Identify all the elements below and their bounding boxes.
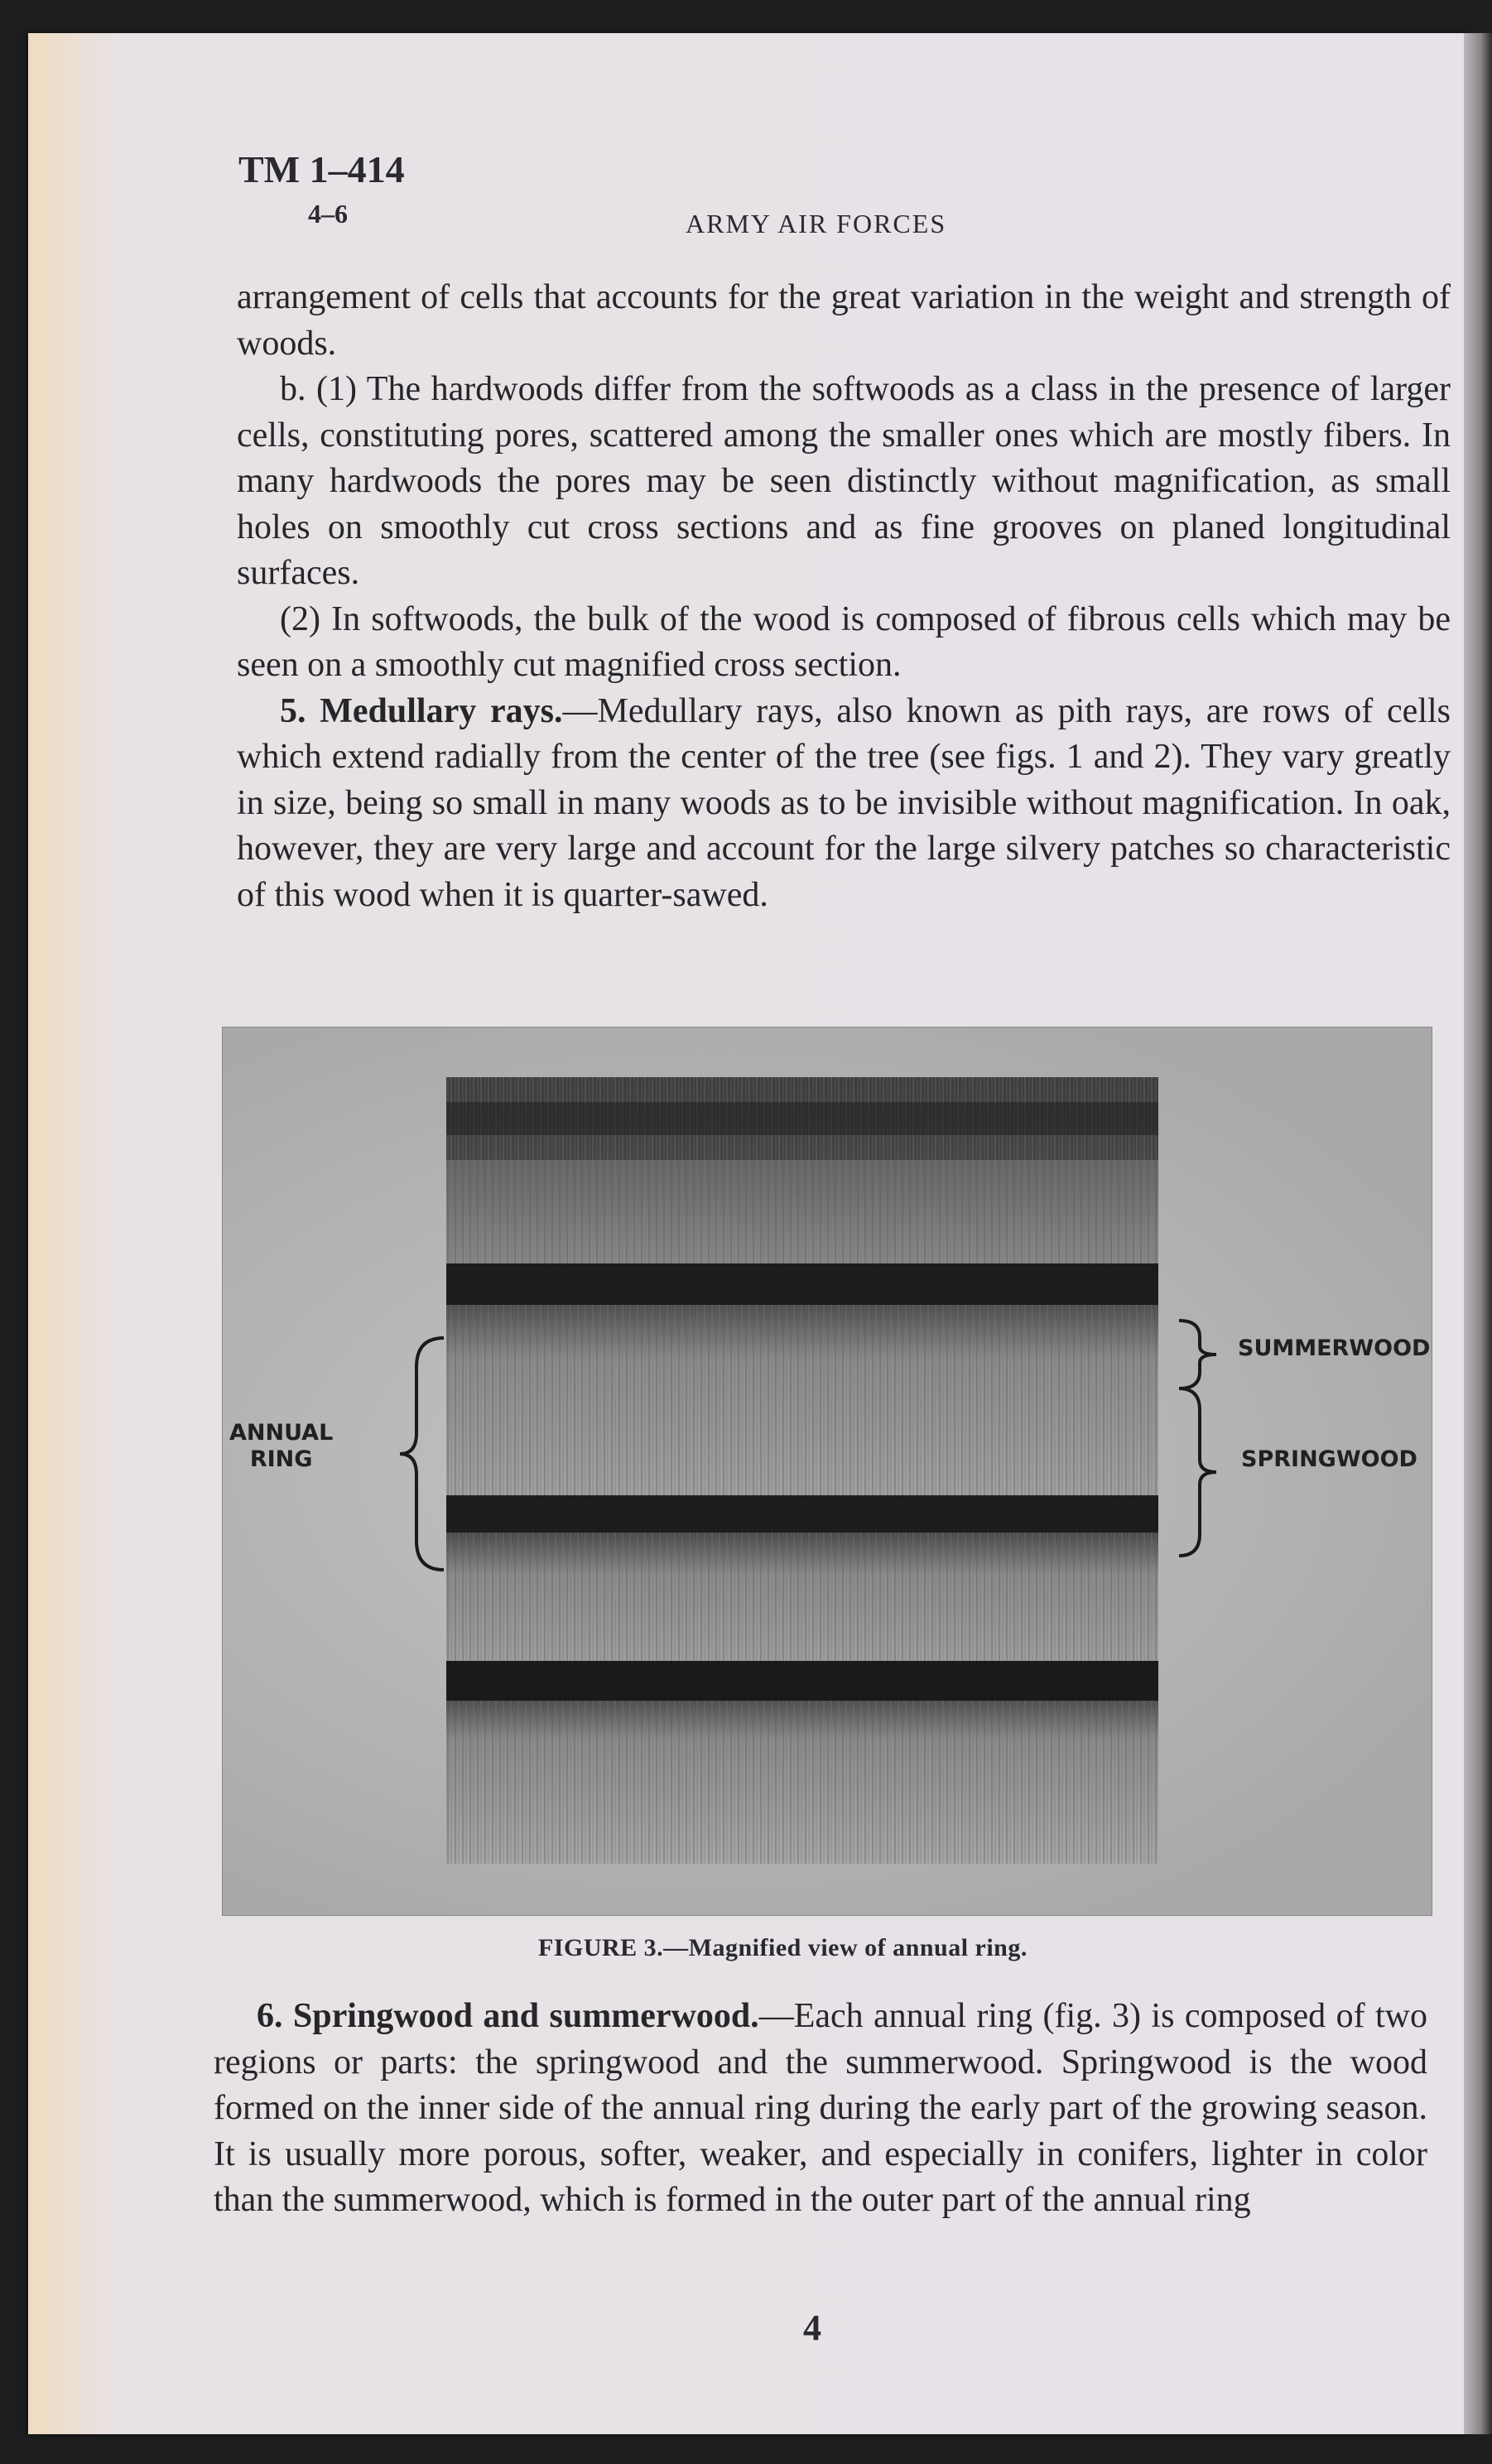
annual-ring-brace: [398, 1334, 448, 1574]
book-spine: [1464, 33, 1492, 2434]
figure-annual-ring: [222, 1027, 1432, 1916]
label-springwood: SPRINGWOOD: [1241, 1446, 1417, 1472]
springwood-brace: [1175, 1385, 1233, 1559]
wood-cross-section-image: [446, 1077, 1175, 1864]
paragraph-text: —Each annual ring (fig. 3) is composed of two regions or parts: the springwood and the summerwood. Springwood is the wood formed on the inner side of the annual ring during the early part of the growing season. It is usually more porous, softer, weaker, and especially in conifers, lighter in color than the summerwood, which is formed in the outer part of the annual ring: [214, 1997, 1427, 2219]
body-text-top: [237, 275, 1451, 918]
paragraph: [237, 597, 1451, 689]
label-annual-line2: RING: [249, 1446, 313, 1472]
paragraph-text: (2) In softwoods, the bulk of the wood is composed of fibrous cells which may be seen on a smoothly cut magnified cross section.: [237, 599, 1451, 684]
running-title: ARMY AIR FORCES: [686, 209, 947, 238]
section-range: 4–6: [308, 199, 348, 229]
document-id: TM 1–414: [238, 148, 405, 190]
paragraph: [237, 689, 1451, 919]
paragraph: [214, 1994, 1427, 2224]
paragraph: [237, 275, 1451, 367]
label-annual-ring: [229, 1420, 333, 1473]
page-number: 4: [803, 2308, 821, 2348]
section-heading: 5. Medullary rays.: [280, 691, 563, 730]
paragraph: [237, 367, 1451, 597]
label-summerwood: SUMMERWOOD: [1238, 1335, 1431, 1361]
body-text-bottom: [214, 1994, 1427, 2224]
paragraph-text: —Medullary rays, also known as pith rays, are rows of cells which extend radially from the center of the tree (see figs. 1 and 2). They vary greatly in size, being so small in many woods as to be invisible without magnification. In oak, however, they are very large and account for the large silvery patches so characteristic of this wood when it is quarter-sawed.: [237, 691, 1451, 914]
section-heading: 6. Springwood and summerwood.: [257, 1997, 759, 2035]
paragraph-text: b. (1) The hardwoods differ from the softwoods as a class in the presence of larger cells, constituting pores, scattered among the smaller ones which are mostly fibers. In many hardwoods the pores may be seen distinctly without magnification, as small holes on smoothly cut cross sections and as fine grooves on planed longitudinal surfaces.: [237, 370, 1451, 592]
paragraph-text: arrangement of cells that accounts for the great variation in the weight and strength of woods.: [237, 278, 1451, 363]
summerwood-brace: [1175, 1317, 1233, 1392]
label-annual-line1: ANNUAL: [229, 1420, 334, 1446]
figure-caption: FIGURE 3.—Magnified view of annual ring.: [538, 1934, 1028, 1961]
